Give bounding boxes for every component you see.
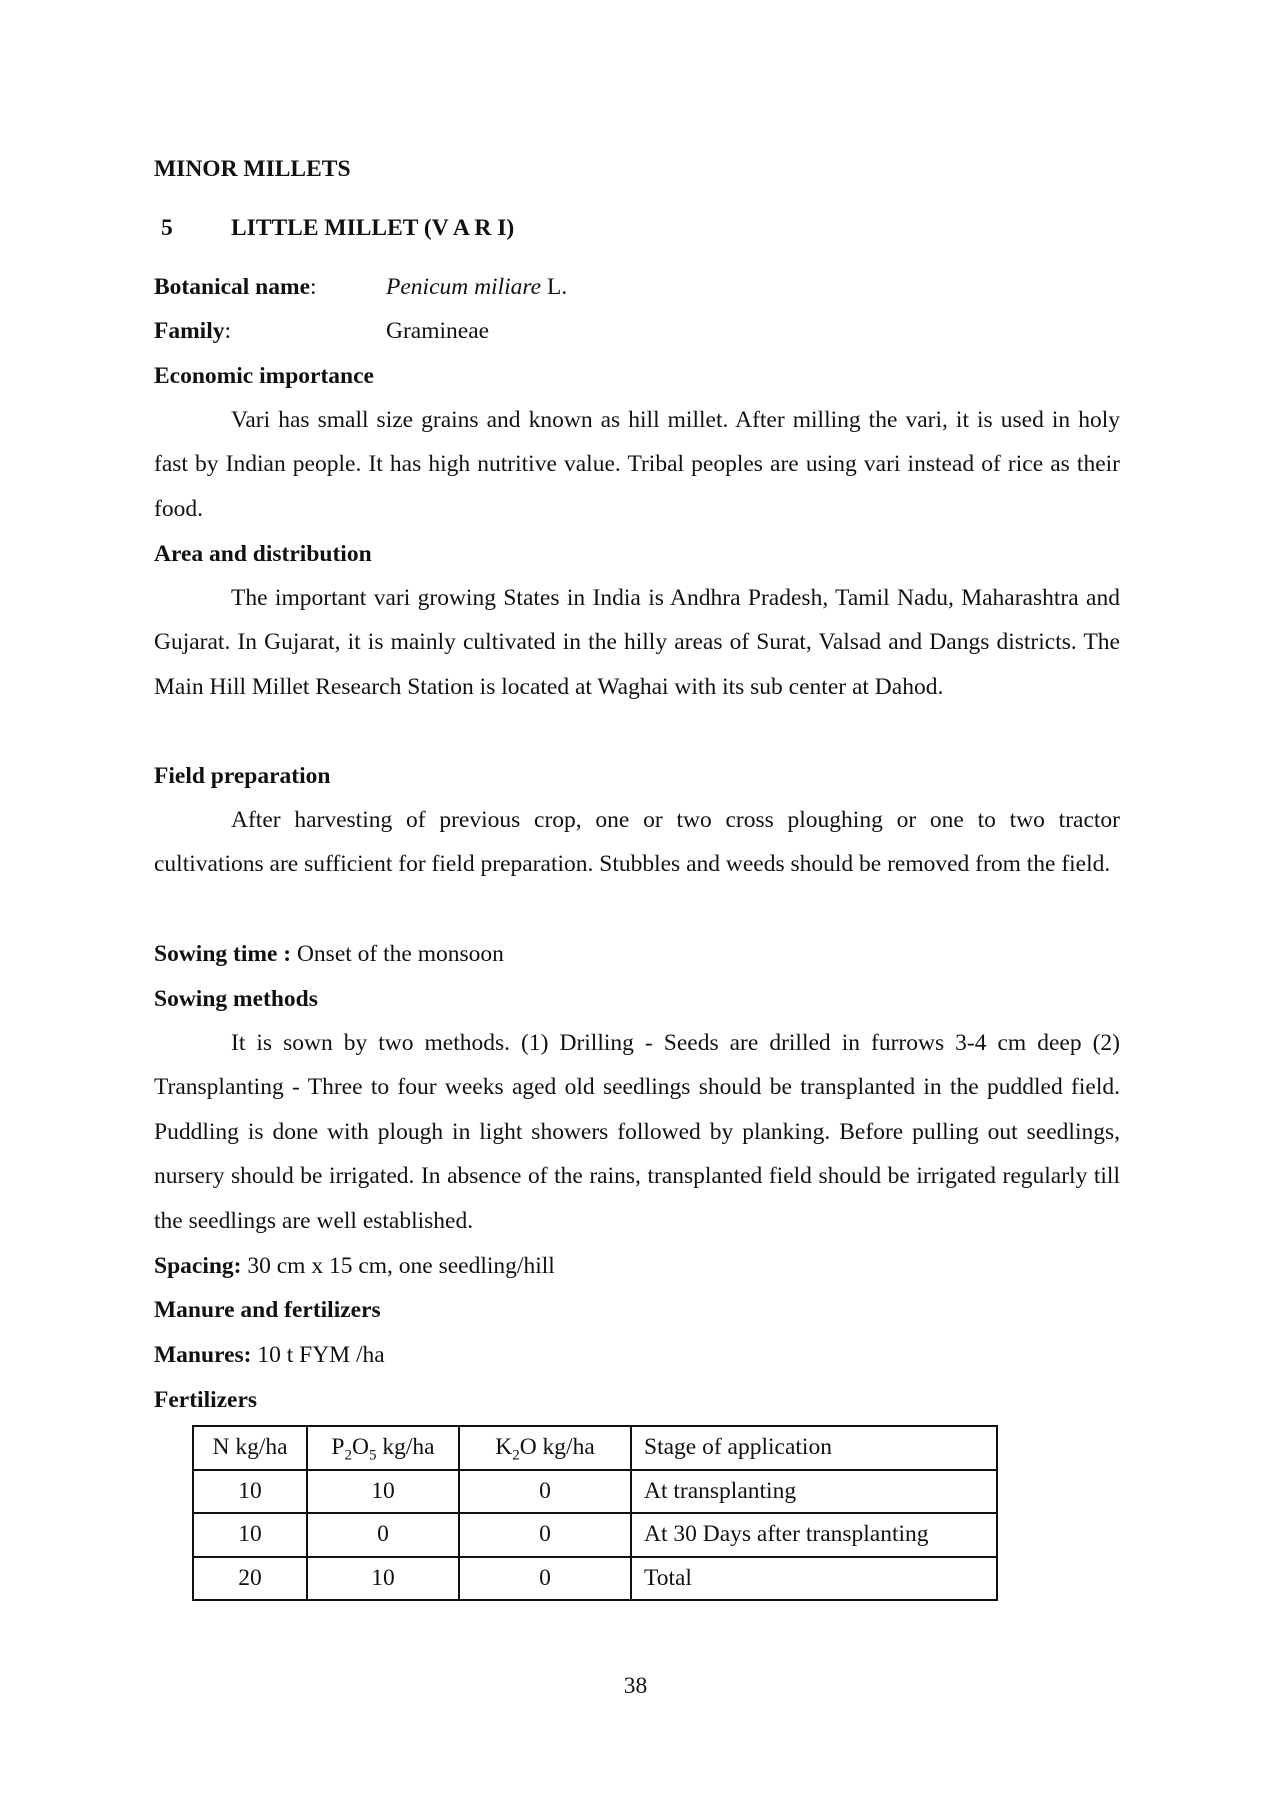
section-title: MINOR MILLETS [154,156,351,182]
manures-value: 10 t FYM /ha [251,1342,385,1368]
cell-p2o5: 10 [307,1557,459,1601]
manures-label: Manures: [154,1342,252,1368]
botanical-name-label: Botanical name [154,274,311,300]
botanical-name-species: Penicum miliare [386,274,542,300]
chapter-number: 5 [161,215,173,241]
chapter-title: LITTLE MILLET (V A R I) [231,215,515,241]
fertilizer-table [192,1425,998,1601]
header-n: N kg/ha [193,1426,307,1470]
sowing-methods-heading: Sowing methods [154,986,318,1012]
spacing-label: Spacing: [154,1253,242,1279]
cell-n: 10 [193,1470,307,1514]
page-number: 38 [623,1673,648,1699]
spacing-row [154,1253,555,1280]
cell-p2o5: 10 [307,1470,459,1514]
cell-stage: At transplanting [631,1470,997,1514]
family-value: Gramineae [386,318,490,344]
sowing-methods-paragraph [154,1021,1120,1243]
botanical-name-author: L. [541,274,568,300]
family-row [154,318,231,345]
header-k2o: $K_2O$ kg/ha [459,1426,631,1470]
sowing-time-row [154,941,504,968]
botanical-name-colon: : [310,274,317,300]
family-colon: : [224,318,232,344]
area-distribution-paragraph [154,576,1120,709]
sowing-methods-text: It is sown by two methods. (1) Drilling - Seeds are drilled in furrows 3-4 cm deep (2) Transplanting - Three to four weeks aged old seedlings should be transplanted in the puddled field. Puddling is done with plough in light showers followed by planking. Before pulling out seedlings, nursery should be irrigated. In absence of the rains, transplanted field should be irrigated regularly till the seedlings are well established. [154,1030,1120,1234]
sowing-time-value: Onset of the monsoon [291,941,504,967]
header-stage: Stage of application [631,1426,997,1470]
spacing-value: 30 cm x 15 cm, one seedling/hill [241,1253,555,1279]
cell-n: 20 [193,1557,307,1601]
area-distribution-heading: Area and distribution [154,541,372,567]
table-row [193,1470,997,1514]
area-distribution-text: The important vari growing States in India is Andhra Pradesh, Tamil Nadu, Maharashtra and Gujarat. In Gujarat, it is mainly cultivated in the hilly areas of Surat, Valsad and Dangs districts. The Main Hill Millet Research Station is located at Waghai with its sub center at Dahod. [154,585,1120,700]
economic-importance-paragraph [154,398,1120,531]
field-preparation-heading: Field preparation [154,763,331,789]
botanical-name-value [386,274,567,301]
manure-fertilizers-heading: Manure and fertilizers [154,1297,381,1323]
cell-k2o: 0 [459,1557,631,1601]
cell-n: 10 [193,1513,307,1557]
cell-p2o5: 0 [307,1513,459,1557]
header-p2o5: $P_2O_5$ kg/ha [307,1426,459,1470]
table-row [193,1513,997,1557]
economic-importance-heading: Economic importance [154,363,374,389]
table-row [193,1557,997,1601]
fertilizers-heading: Fertilizers [154,1387,258,1413]
table-header-row [193,1426,997,1470]
field-preparation-text: After harvesting of previous crop, one or two cross ploughing or one to two tractor cultivations are sufficient for field preparation. Stubbles and weeds should be removed from the field. [154,807,1120,878]
family-label: Family [154,318,225,344]
economic-importance-text: Vari has small size grains and known as hill millet. After milling the vari, it is used in holy fast by Indian people. It has high nutritive value. Tribal peoples are using vari instead of rice as their food. [154,407,1120,522]
cell-k2o: 0 [459,1513,631,1557]
cell-stage: At 30 Days after transplanting [631,1513,997,1557]
field-preparation-paragraph [154,798,1120,887]
manures-row [154,1342,385,1369]
cell-stage: Total [631,1557,997,1601]
cell-k2o: 0 [459,1470,631,1514]
botanical-name-row [154,274,317,301]
sowing-time-label: Sowing time : [154,941,292,967]
